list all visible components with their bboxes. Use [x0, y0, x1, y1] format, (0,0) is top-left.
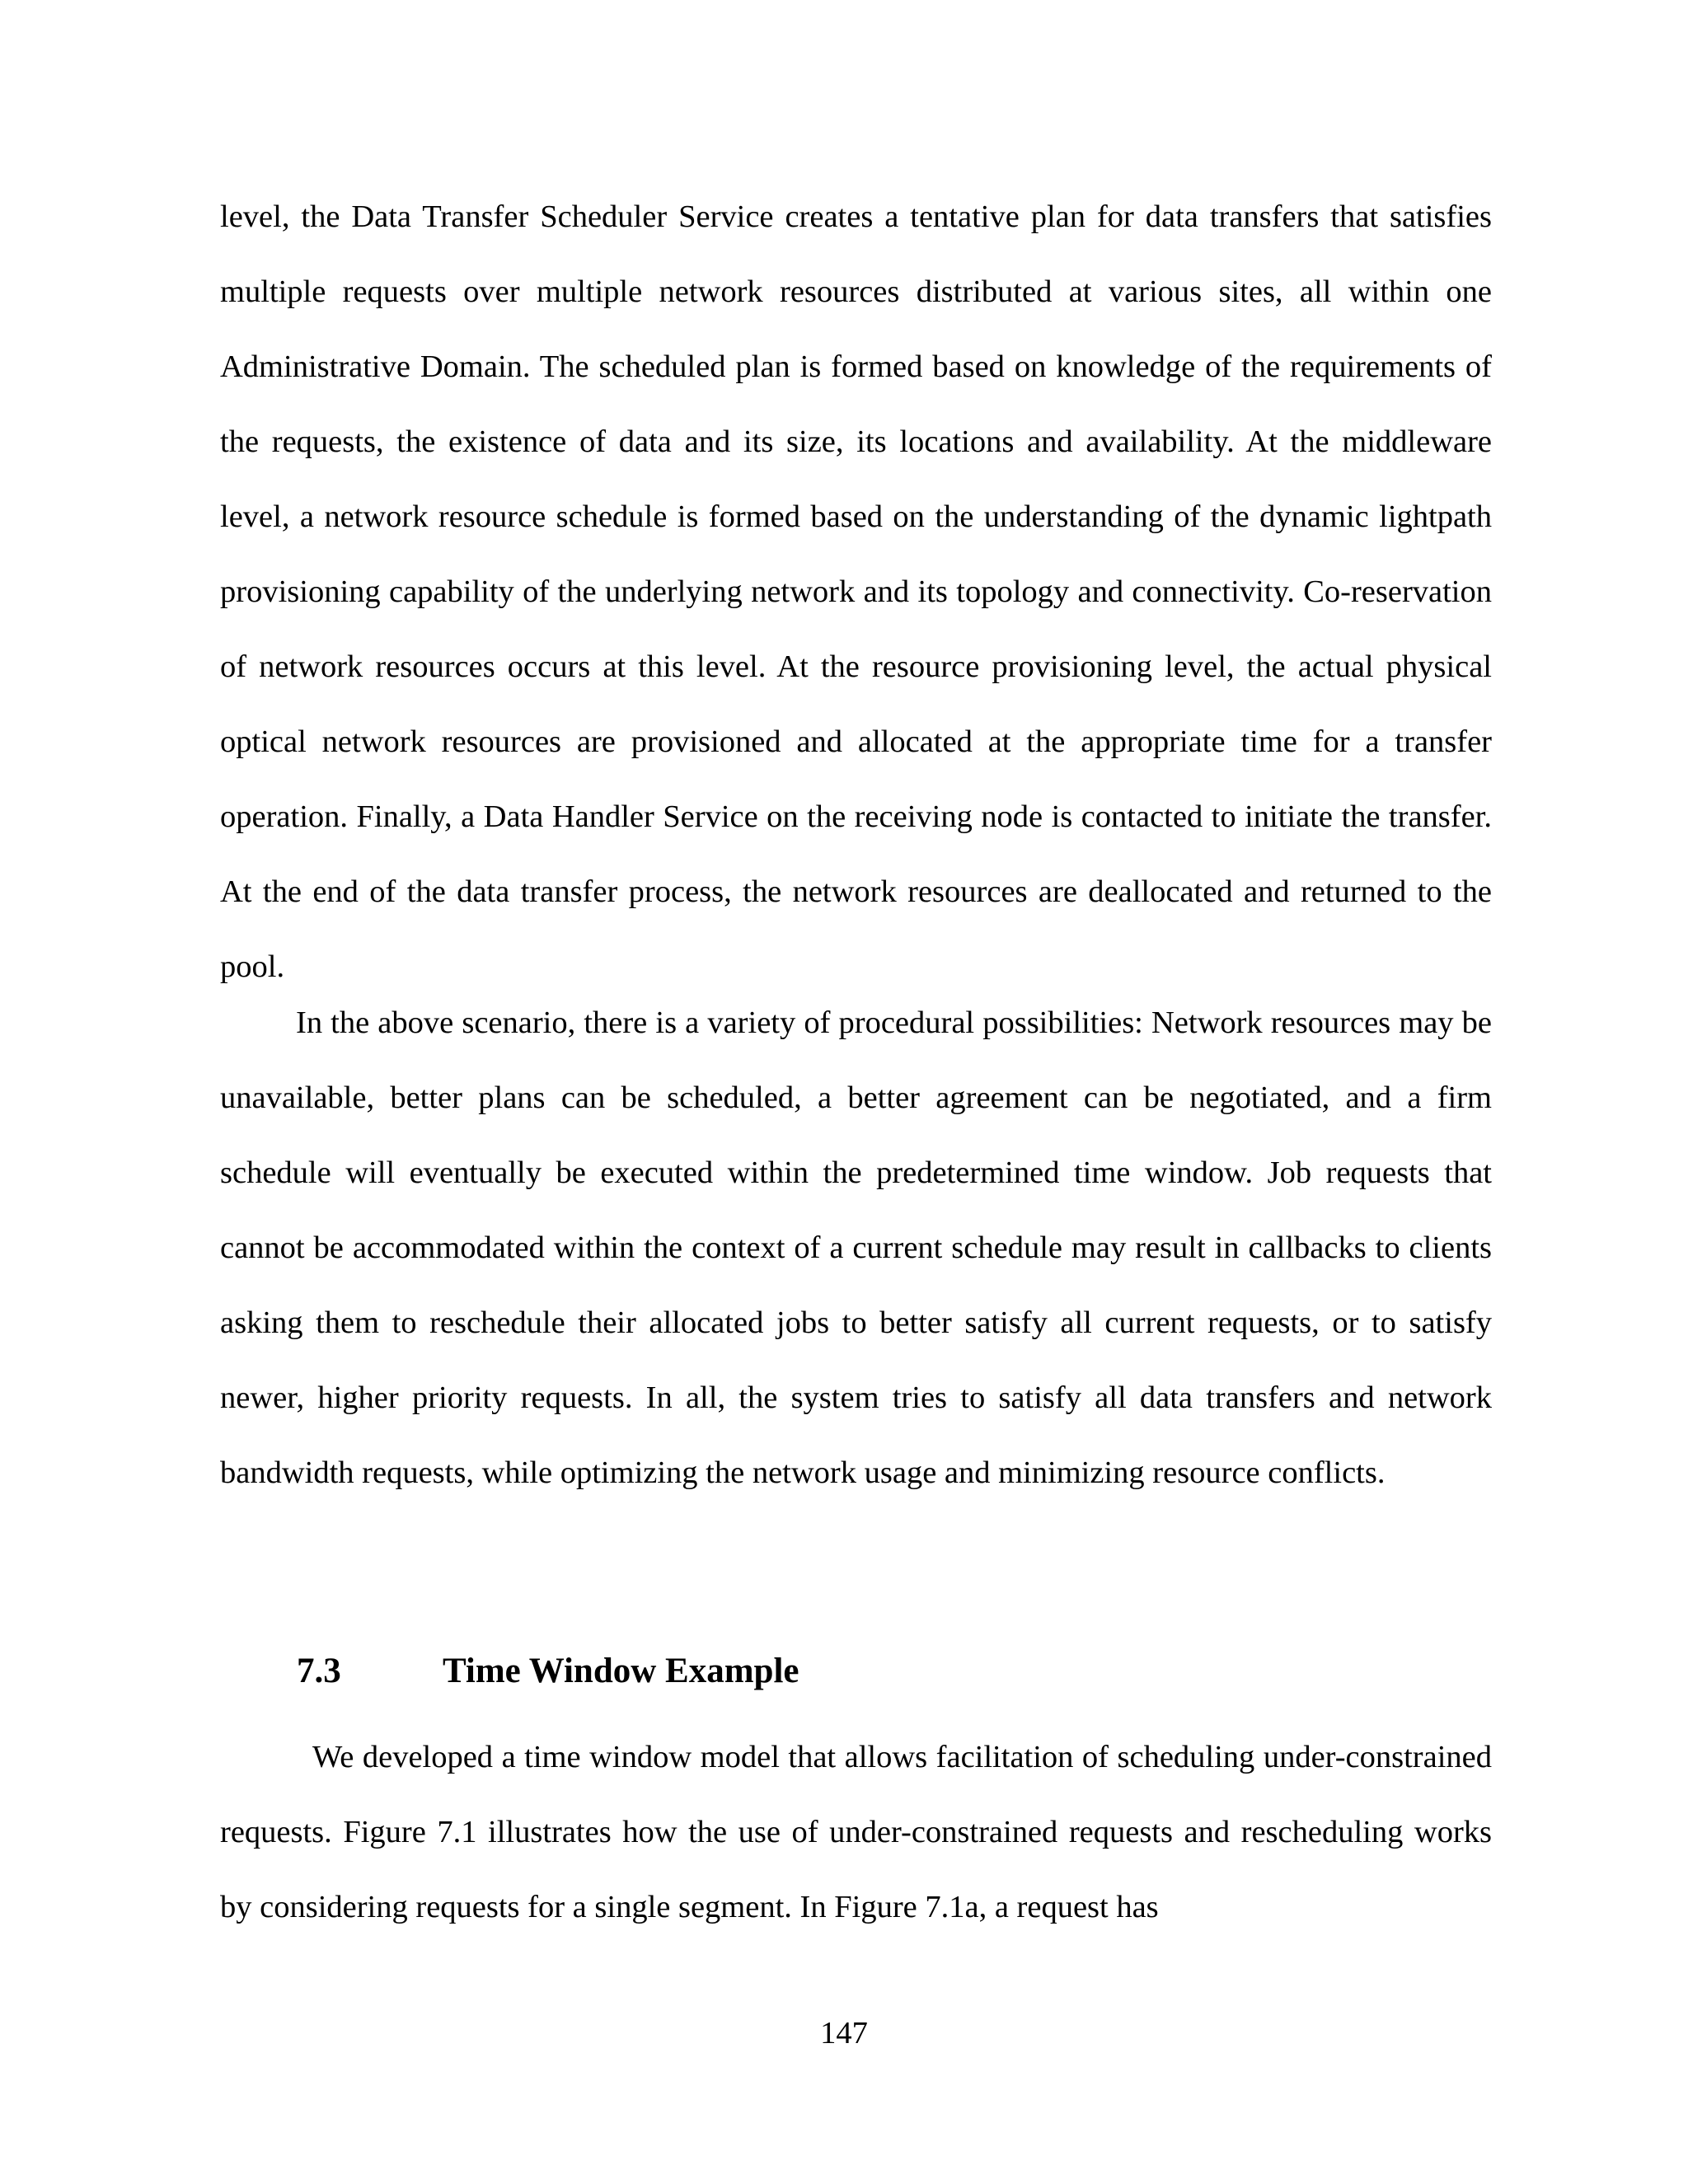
- paragraph-text: We developed a time window model that allows facilitation of scheduling under-constrained requests. Figure 7.1 illustrates how the use of under-constrained requests and rescheduling works by considering requests for a single segment. In Figure 7.1a, a request has: [220, 1740, 1492, 1924]
- paragraph-time-window: [220, 1720, 1492, 1945]
- paragraph-scenario: [220, 986, 1492, 1511]
- paragraph-text: In the above scenario, there is a variety of procedural possibilities: Network resources may be unavailable, better plans can be scheduled, a better agreement can be negotiated, and a firm schedule will eventually be executed within the predetermined time window. Job requests that cannot be accommodated within the context of a current schedule may result in callbacks to clients asking them to reschedule their allocated jobs to better satisfy all current requests, or to satisfy newer, higher priority requests. In all, the system tries to satisfy all data transfers and network bandwidth requests, while optimizing the network usage and minimizing resource conflicts.: [220, 1005, 1492, 1490]
- section-number: 7.3: [297, 1652, 341, 1690]
- paragraph-text: level, the Data Transfer Scheduler Service creates a tentative plan for data transfers that satisfies multiple requests over multiple network resources distributed at various sites, all within one Administrative Domain. The scheduled plan is formed based on knowledge of the requirements of the requests, the existence of data and its size, its locations and availability. At the middleware level, a network resource schedule is formed based on the understanding of the dynamic lightpath provisioning capability of the underlying network and its topology and connectivity. Co-reservation of network resources occurs at this level. At the resource provisioning level, the actual physical optical network resources are provisioned and allocated at the appropriate time for a transfer operation. Finally, a Data Handler Service on the receiving node is contacted to initiate the transfer. At the end of the data transfer process, the network resources are deallocated and returned to the pool.: [220, 199, 1492, 984]
- page-number: 147: [820, 2016, 868, 2050]
- section-heading: [297, 1647, 799, 1696]
- paragraph-continuation: [220, 180, 1492, 1005]
- section-title: Time Window Example: [443, 1652, 799, 1690]
